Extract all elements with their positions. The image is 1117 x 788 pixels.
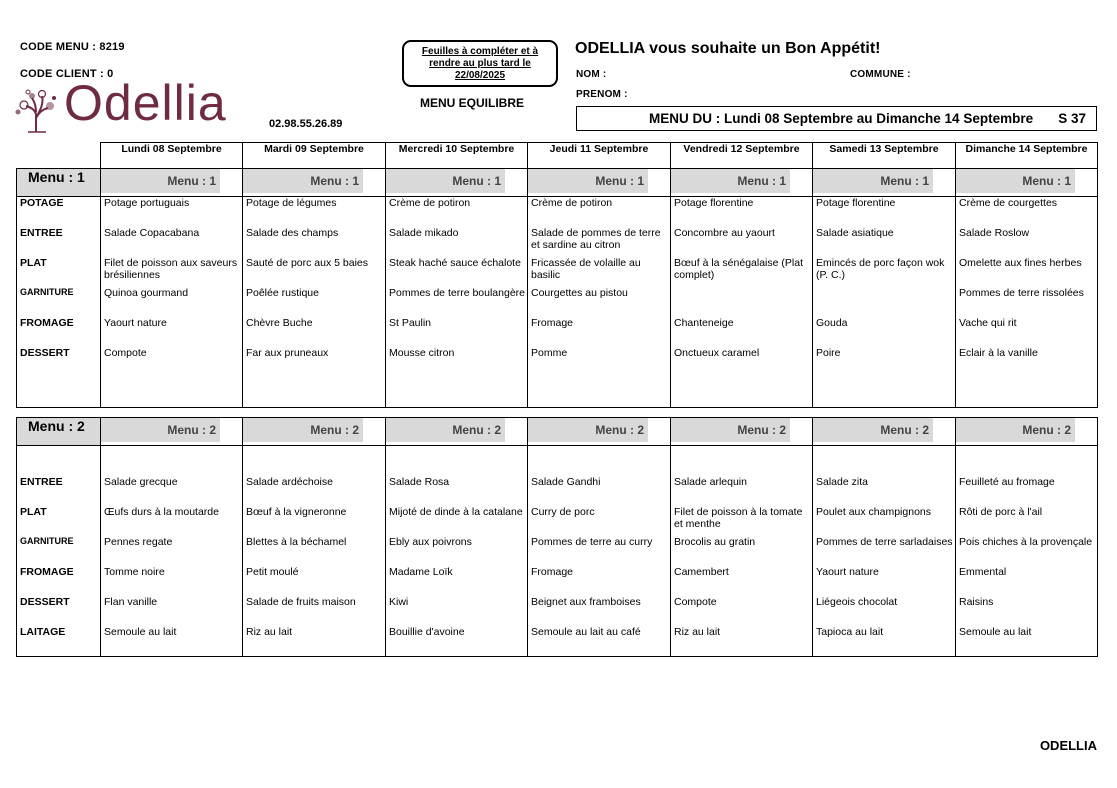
dish-cell: Pommes de terre boulangère — [386, 287, 528, 317]
menu-1-cell-label: Menu : 1 — [956, 169, 1075, 193]
category-label: GARNITURE — [17, 536, 101, 566]
dish-cell: Pommes de terre sarladaises — [813, 536, 956, 566]
menu-1-label-row — [17, 169, 1098, 197]
dish-cell: Bœuf à la sénégalaise (Plat complet) — [671, 257, 813, 287]
dish-cell: Salade de pommes de terre et sardine au citron — [528, 227, 671, 257]
menu-1-row-dessert — [17, 347, 1098, 377]
dish-cell: Pennes regate — [101, 536, 243, 566]
dish-cell: Liégeois chocolat — [813, 596, 956, 626]
dish-cell: Fricassée de volaille au basilic — [528, 257, 671, 287]
day-header: Mercredi 10 Septembre — [386, 143, 528, 169]
dish-cell: Potage de légumes — [243, 197, 386, 227]
prenom-label: PRENOM : — [576, 89, 628, 100]
menu-2-cell-label: Menu : 2 — [813, 418, 933, 442]
menu-2-row-plat — [17, 506, 1098, 536]
dish-cell: Camembert — [671, 566, 813, 596]
dish-cell: Raisins — [956, 596, 1098, 626]
greeting: ODELLIA vous souhaite un Bon Appétit! — [575, 40, 881, 57]
day-header: Mardi 09 Septembre — [243, 143, 386, 169]
dish-cell: Far aux pruneaux — [243, 347, 386, 377]
category-label: FROMAGE — [17, 566, 101, 596]
menu-1-row-fromage — [17, 317, 1098, 347]
menu-2-cell-label: Menu : 2 — [243, 418, 363, 442]
dish-cell: Vache qui rit — [956, 317, 1098, 347]
tree-logo-icon — [14, 88, 62, 134]
dish-cell: Sauté de porc aux 5 baies — [243, 257, 386, 287]
dish-cell: Chanteneige — [671, 317, 813, 347]
dish-cell: Salade Roslow — [956, 227, 1098, 257]
nom-label: NOM : — [576, 69, 607, 80]
dish-cell: Pommes de terre au curry — [528, 536, 671, 566]
menu-1-cell-label: Menu : 1 — [243, 169, 363, 193]
dish-cell: Semoule au lait — [956, 626, 1098, 656]
menu-2-cell-label: Menu : 2 — [956, 418, 1075, 442]
menu-1-label: Menu : 1 — [17, 169, 101, 197]
code-client: CODE CLIENT : 0 — [20, 68, 114, 80]
menu-2-row-dessert — [17, 596, 1098, 626]
dish-cell: Emincés de porc façon wok (P. C.) — [813, 257, 956, 287]
menu-2-row-entree — [17, 476, 1098, 506]
menu-1-cell-label: Menu : 1 — [671, 169, 790, 193]
week-number: S 37 — [1058, 111, 1086, 126]
category-label: PLAT — [17, 506, 101, 536]
dish-cell: Salade zita — [813, 476, 956, 506]
dish-cell: Courgettes au pistou — [528, 287, 671, 317]
code-menu: CODE MENU : 8219 — [20, 41, 125, 53]
menu-2-cell-label: Menu : 2 — [528, 418, 648, 442]
dish-cell: Pomme — [528, 347, 671, 377]
dish-cell — [813, 287, 956, 317]
dish-cell: Potage portuguais — [101, 197, 243, 227]
dish-cell: Salade grecque — [101, 476, 243, 506]
dish-cell: Kiwi — [386, 596, 528, 626]
dish-cell: Crème de potiron — [528, 197, 671, 227]
dish-cell: Crème de courgettes — [956, 197, 1098, 227]
day-header-row — [17, 143, 1098, 169]
menu-du-text: MENU DU : Lundi 08 Septembre au Dimanche 14 Septembre — [649, 111, 1034, 126]
menu-2-row-garniture — [17, 536, 1098, 566]
dish-cell: Quinoa gourmand — [101, 287, 243, 317]
category-label: DESSERT — [17, 347, 101, 377]
dish-cell — [671, 287, 813, 317]
dish-cell: Omelette aux fines herbes — [956, 257, 1098, 287]
dish-cell: Potage florentine — [813, 197, 956, 227]
dish-cell: Filet de poisson aux saveurs brésiliennes — [101, 257, 243, 287]
category-label: GARNITURE — [17, 287, 101, 317]
dish-cell: Beignet aux framboises — [528, 596, 671, 626]
menu-2-cell-label: Menu : 2 — [671, 418, 790, 442]
category-label: LAITAGE — [17, 626, 101, 656]
odellia-logo: Odellia — [64, 75, 227, 131]
dish-cell: Tapioca au lait — [813, 626, 956, 656]
dish-cell: Salade Rosa — [386, 476, 528, 506]
dish-cell: Yaourt nature — [813, 566, 956, 596]
dish-cell: Yaourt nature — [101, 317, 243, 347]
menu-date-range — [576, 106, 1097, 131]
dish-cell: Potage florentine — [671, 197, 813, 227]
dish-cell: Mijoté de dinde à la catalane — [386, 506, 528, 536]
dish-cell: Salade des champs — [243, 227, 386, 257]
dish-cell: Salade ardéchoise — [243, 476, 386, 506]
menu-type: MENU EQUILIBRE — [420, 96, 525, 110]
dish-cell: Emmental — [956, 566, 1098, 596]
dish-cell: Feuilleté au fromage — [956, 476, 1098, 506]
day-header: Lundi 08 Septembre — [101, 143, 243, 169]
dish-cell: Eclair à la vanille — [956, 347, 1098, 377]
menu-1-row-plat — [17, 257, 1098, 287]
menu-2-label-row — [17, 418, 1098, 446]
menu-1-cell-label: Menu : 1 — [101, 169, 220, 193]
menu-1-cell-label: Menu : 1 — [813, 169, 933, 193]
dish-cell: Riz au lait — [671, 626, 813, 656]
dish-cell: Salade de fruits maison — [243, 596, 386, 626]
dish-cell: Semoule au lait — [101, 626, 243, 656]
dish-cell: Mousse citron — [386, 347, 528, 377]
dish-cell: Poêlée rustique — [243, 287, 386, 317]
menu-2-table — [16, 417, 1098, 657]
deadline-notice: Feuilles à compléter et à rendre au plus tard le 22/08/2025 — [402, 40, 558, 87]
category-label: ENTREE — [17, 476, 101, 506]
dish-cell: Concombre au yaourt — [671, 227, 813, 257]
day-header: Dimanche 14 Septembre — [956, 143, 1098, 169]
footer-brand: ODELLIA — [1039, 738, 1097, 753]
day-header: Jeudi 11 Septembre — [528, 143, 671, 169]
dish-cell: Chèvre Buche — [243, 317, 386, 347]
commune-label: COMMUNE : — [850, 69, 911, 80]
dish-cell: Bouillie d'avoine — [386, 626, 528, 656]
day-header: Samedi 13 Septembre — [813, 143, 956, 169]
dish-cell: Steak haché sauce échalote — [386, 257, 528, 287]
dish-cell: Salade Copacabana — [101, 227, 243, 257]
dish-cell: Filet de poisson à la tomate et menthe — [671, 506, 813, 536]
dish-cell: Ebly aux poivrons — [386, 536, 528, 566]
menu-1-row-garniture — [17, 287, 1098, 317]
dish-cell: Fromage — [528, 317, 671, 347]
category-label: DESSERT — [17, 596, 101, 626]
dish-cell: Poulet aux champignons — [813, 506, 956, 536]
dish-cell: Compote — [101, 347, 243, 377]
dish-cell: Bœuf à la vigneronne — [243, 506, 386, 536]
dish-cell: Blettes à la béchamel — [243, 536, 386, 566]
dish-cell: Curry de porc — [528, 506, 671, 536]
menu-1-cell-label: Menu : 1 — [386, 169, 505, 193]
dish-cell: Salade arlequin — [671, 476, 813, 506]
dish-cell: Semoule au lait au café — [528, 626, 671, 656]
menu-1-cell-label: Menu : 1 — [528, 169, 648, 193]
category-label: PLAT — [17, 257, 101, 287]
phone-number: 02.98.55.26.89 — [269, 118, 343, 130]
dish-cell: Salade asiatique — [813, 227, 956, 257]
dish-cell: Salade mikado — [386, 227, 528, 257]
dish-cell: Flan vanille — [101, 596, 243, 626]
menu-2-row-laitage — [17, 626, 1098, 656]
dish-cell: Compote — [671, 596, 813, 626]
dish-cell: Brocolis au gratin — [671, 536, 813, 566]
dish-cell: Tomme noire — [101, 566, 243, 596]
dish-cell: Rôti de porc à l'ail — [956, 506, 1098, 536]
dish-cell: Gouda — [813, 317, 956, 347]
dish-cell: Madame Loïk — [386, 566, 528, 596]
menu-2-cell-label: Menu : 2 — [386, 418, 505, 442]
category-label: FROMAGE — [17, 317, 101, 347]
menu-2-label: Menu : 2 — [17, 418, 101, 446]
dish-cell: Petit moulé — [243, 566, 386, 596]
dish-cell: Onctueux caramel — [671, 347, 813, 377]
day-header: Vendredi 12 Septembre — [671, 143, 813, 169]
dish-cell: Crème de potiron — [386, 197, 528, 227]
dish-cell: St Paulin — [386, 317, 528, 347]
category-label: POTAGE — [17, 197, 101, 227]
menu-2-row-fromage — [17, 566, 1098, 596]
menu-1-row-entree — [17, 227, 1098, 257]
dish-cell: Pois chiches à la provençale — [956, 536, 1098, 566]
dish-cell: Salade Gandhi — [528, 476, 671, 506]
dish-cell: Œufs durs à la moutarde — [101, 506, 243, 536]
menu-1-table — [16, 142, 1098, 408]
menu-1-row-potage — [17, 197, 1098, 227]
dish-cell: Riz au lait — [243, 626, 386, 656]
dish-cell: Pommes de terre rissolées — [956, 287, 1098, 317]
dish-cell: Fromage — [528, 566, 671, 596]
dish-cell: Poire — [813, 347, 956, 377]
category-label: ENTREE — [17, 227, 101, 257]
menu-2-cell-label: Menu : 2 — [101, 418, 220, 442]
